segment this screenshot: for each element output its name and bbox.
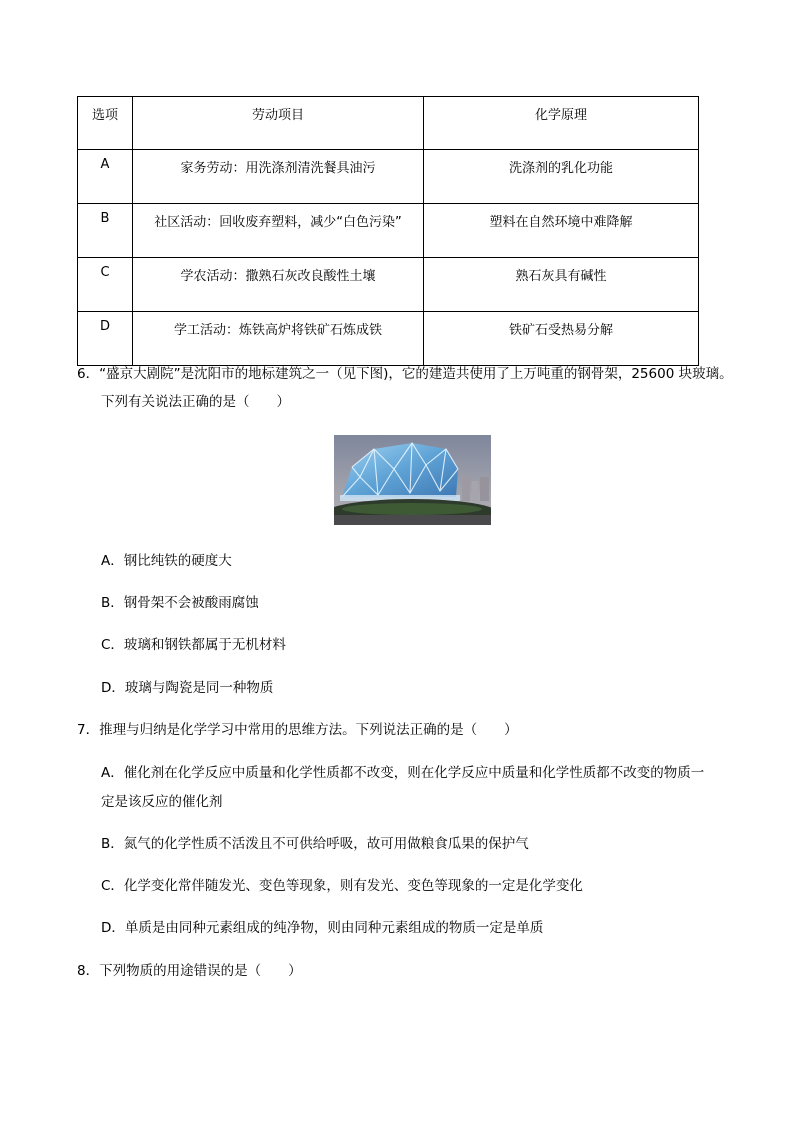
question-6-option-a: A．钢比纯铁的硬度大 bbox=[101, 553, 232, 569]
table-header-option: 选项 bbox=[78, 97, 133, 150]
question-7-option-d: D．单质是由同种元素组成的纯净物，则由同种元素组成的物质一定是单质 bbox=[101, 920, 544, 936]
question-6-option-b: B．钢骨架不会被酸雨腐蚀 bbox=[101, 595, 259, 611]
question-6-prompt: 下列有关说法正确的是（ ） bbox=[101, 394, 290, 410]
table-cell-principle: 铁矿石受热易分解 bbox=[424, 312, 699, 366]
options-table bbox=[77, 96, 699, 366]
table-cell-activity: 家务劳动：用洗涤剂清洗餐具油污 bbox=[133, 150, 424, 204]
table-cell-principle: 塑料在自然环境中难降解 bbox=[424, 204, 699, 258]
question-7-option-b: B．氮气的化学性质不活泼且不可供给呼吸，故可用做粮食瓜果的保护气 bbox=[101, 836, 529, 852]
table-cell-option: D bbox=[78, 312, 133, 366]
question-6-option-d: D．玻璃与陶瓷是同一种物质 bbox=[101, 680, 274, 696]
table-cell-activity: 社区活动：回收废弃塑料，减少“白色污染” bbox=[133, 204, 424, 258]
table-header-activity: 劳动项目 bbox=[133, 97, 424, 150]
table-cell-activity: 学农活动：撒熟石灰改良酸性土壤 bbox=[133, 258, 424, 312]
question-7-option-a-line2: 定是该反应的催化剂 bbox=[101, 794, 223, 810]
table-row bbox=[78, 204, 699, 258]
table-cell-principle: 熟石灰具有碱性 bbox=[424, 258, 699, 312]
table-header-row bbox=[78, 97, 699, 150]
table-cell-option: A bbox=[78, 150, 133, 204]
theatre-photo-image bbox=[334, 435, 491, 525]
question-6-option-c: C．玻璃和钢铁都属于无机材料 bbox=[101, 637, 286, 653]
table-cell-option: C bbox=[78, 258, 133, 312]
shengjing-grand-theatre-photo bbox=[334, 435, 491, 525]
question-6-stem: 6．“盛京大剧院”是沈阳市的地标建筑之一（见下图)，它的建造共使用了上万吨重的钢骨架，25600 块玻璃。 bbox=[77, 366, 733, 382]
table-cell-principle: 洗涤剂的乳化功能 bbox=[424, 150, 699, 204]
table-header-principle: 化学原理 bbox=[424, 97, 699, 150]
table-cell-option: B bbox=[78, 204, 133, 258]
table-row bbox=[78, 258, 699, 312]
table-row bbox=[78, 312, 699, 366]
table-row bbox=[78, 150, 699, 204]
question-7-option-c: C．化学变化常伴随发光、变色等现象，则有发光、变色等现象的一定是化学变化 bbox=[101, 878, 583, 894]
question-8-stem: 8．下列物质的用途错误的是（ ） bbox=[77, 963, 302, 979]
question-7-stem: 7．推理与归纳是化学学习中常用的思维方法。下列说法正确的是（ ） bbox=[77, 722, 518, 738]
question-7-option-a-line1: A．催化剂在化学反应中质量和化学性质都不改变，则在化学反应中质量和化学性质都不改变的物质一 bbox=[101, 765, 705, 781]
table-cell-activity: 学工活动：炼铁高炉将铁矿石炼成铁 bbox=[133, 312, 424, 366]
